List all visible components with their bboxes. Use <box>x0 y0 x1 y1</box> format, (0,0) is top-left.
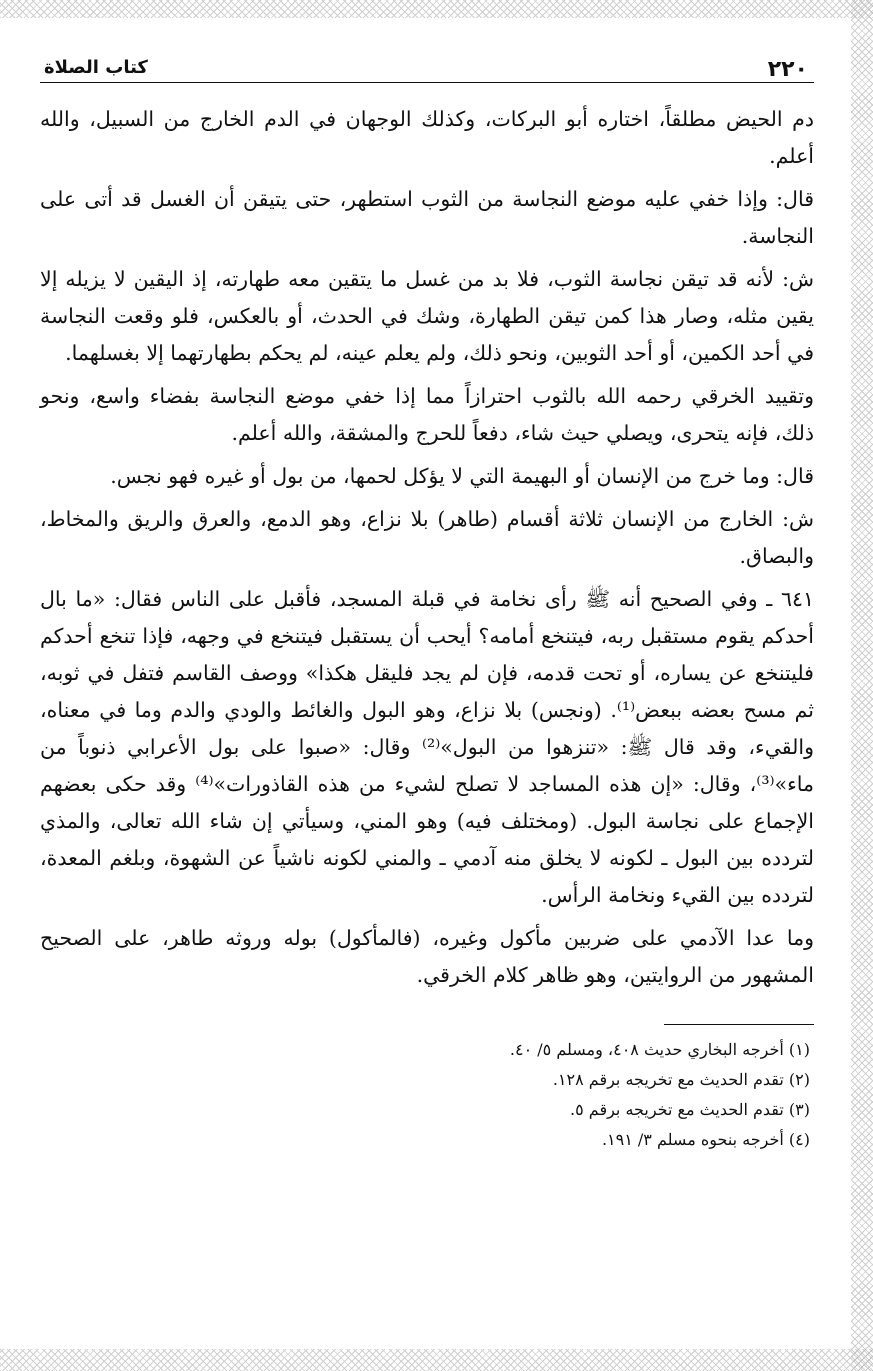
paragraph-1: دم الحيض مطلقاً، اختاره أبو البركات، وكذلك الوجهان في الدم الخارج من السبيل، والله أعلم. <box>40 107 814 168</box>
paragraph-6: ش: الخارج من الإنسان ثلاثة أقسام (طاهر) بلا نزاع، وهو الدمع، والعرق والريق والمخاط، والبصاق. <box>40 507 814 568</box>
paragraph-7: ٦٤١ ـ وفي الصحيح أنه ﷺ رأى نخامة في قبلة المسجد، فأقبل على الناس فقال: «ما بال أحدكم يقوم مستقبل ربه، فيتنخع أمامه؟ أيحب أن يستقبل فيتنخع في وجهه، فإذا تنخع أحدكم فليتنخع عن يساره، أو تحت قدمه، فإن لم يجد فليقل هكذا» ووصف القاسم فتفل في ثوبه، ثم مسح بعضه ببعض⁽¹⁾. (ونجس) بلا نزاع، وهو البول والغائط والودي والدم وما في معناه، والقيء، وقد قال ﷺ: «تنزهوا من البول»⁽²⁾ وقال: «صبوا على بول الأعرابي ذنوباً من ماء»⁽³⁾، وقال: «إن هذه المساجد لا تصلح لشيء من هذه القاذورات»⁽⁴⁾ وقد حكى بعضهم الإجماع على نجاسة البول. (ومختلف فيه) وهو المني، وسيأتي إن شاء الله تعالى، والمذي لتردده بين البول ـ لكونه لا يخلق منه آدمي ـ والمني لكونه ناشياً عن الشهوة، وبلغم المعدة، لتردده بين القيء ونخامة الرأس. <box>40 587 814 907</box>
footnote-4: (٤) أخرجه بنحوه مسلم ٣/ ١٩١. <box>601 1130 810 1149</box>
paragraph-5: قال: وما خرج من الإنسان أو البهيمة التي لا يؤكل لحمها، من بول أو غيره فهو نجس. <box>110 464 814 488</box>
footnote-1: (١) أخرجه البخاري حديث ٤٠٨، ومسلم ٥/ ٤٠. <box>509 1040 810 1059</box>
footnote-3: (٣) تقدم الحديث مع تخريجه برقم ٥. <box>570 1100 810 1119</box>
book-title: كتاب الصلاة <box>44 57 148 78</box>
decorative-top-border <box>0 0 873 18</box>
running-header <box>40 40 814 83</box>
decorative-right-border <box>851 0 873 1371</box>
book-page <box>40 40 814 1155</box>
page-number: ٢٢٠ <box>767 57 808 82</box>
paragraph-4: وتقييد الخرقي رحمه الله بالثوب احترازاً مما إذا خفي موضع النجاسة بفضاء واسع، ونحو ذلك، فإنه يتحرى، ويصلي حيث شاء، دفعاً للحرج والمشقة، والله أعلم. <box>40 384 814 445</box>
main-text <box>40 101 814 994</box>
footnote-separator <box>664 1024 814 1025</box>
footnotes <box>40 1035 814 1155</box>
paragraph-2: قال: وإذا خفي عليه موضع النجاسة من الثوب استطهر، حتى يتيقن أن الغسل قد أتى على النجاسة. <box>40 187 814 248</box>
paragraph-8: وما عدا الآدمي على ضربين مأكول وغيره، (فالمأكول) بوله وروثه طاهر، على الصحيح المشهور من الروايتين، وهو ظاهر كلام الخرقي. <box>40 926 814 987</box>
paragraph-3: ش: لأنه قد تيقن نجاسة الثوب، فلا بد من غسل ما يتقين معه طهارته، إذ اليقين لا يزيله إلا يقين مثله، وصار هذا كمن تيقن الطهارة، وشك في الحدث، أو بالعكس، فلو وقعت النجاسة في أحد الكمين، أو أحد الثوبين، ونحو ذلك، ولم يعلم عينه، لم يحكم بطهارتهما إلا بغسلهما. <box>40 267 814 365</box>
decorative-bottom-border <box>0 1349 873 1371</box>
footnote-2: (٢) تقدم الحديث مع تخريجه برقم ١٢٨. <box>552 1070 810 1089</box>
